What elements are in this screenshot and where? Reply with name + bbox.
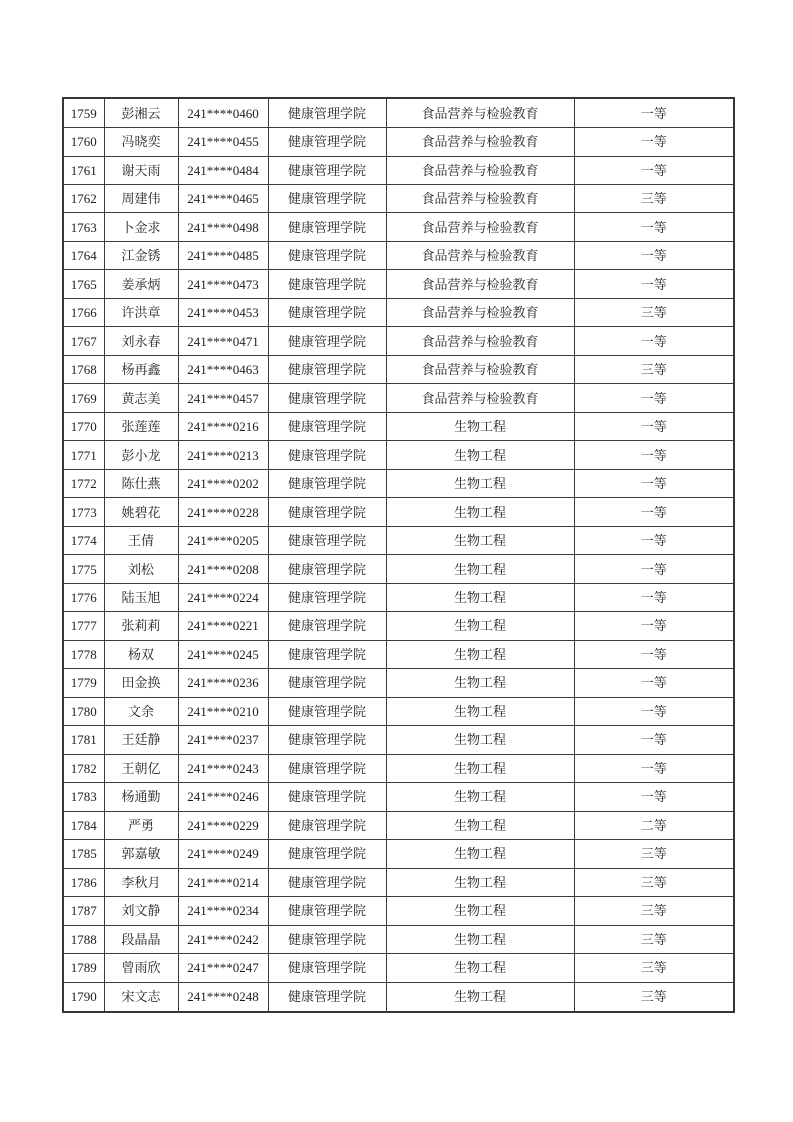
table-row [63, 783, 734, 811]
table-row [63, 184, 734, 212]
table-row [63, 469, 734, 497]
table-row [63, 612, 734, 640]
table-row [63, 526, 734, 554]
table-row [63, 241, 734, 269]
table-row [63, 270, 734, 298]
award-table [62, 97, 735, 1013]
cell-row-number: 1780 [63, 697, 104, 725]
cell-student-id: 241****0228 [178, 498, 268, 526]
cell-award-class: 一等 [574, 697, 734, 725]
cell-student-name: 王倩 [104, 526, 178, 554]
cell-row-number: 1781 [63, 726, 104, 754]
table-row [63, 498, 734, 526]
table-row [63, 897, 734, 925]
table-row [63, 441, 734, 469]
cell-major: 生物工程 [386, 754, 574, 782]
cell-student-name: 段晶晶 [104, 925, 178, 953]
cell-major: 食品营养与检验教育 [386, 98, 574, 128]
table-row [63, 412, 734, 440]
cell-major: 生物工程 [386, 726, 574, 754]
cell-student-id: 241****0245 [178, 640, 268, 668]
cell-student-id: 241****0237 [178, 726, 268, 754]
cell-row-number: 1761 [63, 156, 104, 184]
cell-college: 健康管理学院 [268, 925, 386, 953]
cell-student-id: 241****0498 [178, 213, 268, 241]
cell-student-name: 刘松 [104, 555, 178, 583]
cell-row-number: 1767 [63, 327, 104, 355]
cell-student-name: 刘文静 [104, 897, 178, 925]
cell-major: 生物工程 [386, 697, 574, 725]
table-row [63, 583, 734, 611]
cell-student-id: 241****0224 [178, 583, 268, 611]
cell-college: 健康管理学院 [268, 384, 386, 412]
cell-student-id: 241****0246 [178, 783, 268, 811]
cell-major: 食品营养与检验教育 [386, 355, 574, 383]
cell-student-id: 241****0243 [178, 754, 268, 782]
cell-row-number: 1760 [63, 128, 104, 156]
cell-student-id: 241****0234 [178, 897, 268, 925]
cell-student-id: 241****0453 [178, 298, 268, 326]
cell-major: 生物工程 [386, 897, 574, 925]
cell-student-name: 王廷静 [104, 726, 178, 754]
table-row [63, 754, 734, 782]
cell-award-class: 一等 [574, 128, 734, 156]
cell-award-class: 三等 [574, 355, 734, 383]
cell-student-name: 冯晓奕 [104, 128, 178, 156]
cell-award-class: 一等 [574, 98, 734, 128]
cell-student-name: 许洪章 [104, 298, 178, 326]
cell-student-id: 241****0208 [178, 555, 268, 583]
cell-major: 生物工程 [386, 669, 574, 697]
cell-college: 健康管理学院 [268, 298, 386, 326]
cell-college: 健康管理学院 [268, 441, 386, 469]
cell-student-name: 周建伟 [104, 184, 178, 212]
cell-award-class: 一等 [574, 498, 734, 526]
cell-major: 生物工程 [386, 526, 574, 554]
cell-award-class: 一等 [574, 469, 734, 497]
cell-award-class: 一等 [574, 669, 734, 697]
cell-college: 健康管理学院 [268, 355, 386, 383]
cell-student-id: 241****0249 [178, 840, 268, 868]
cell-award-class: 一等 [574, 412, 734, 440]
cell-major: 生物工程 [386, 783, 574, 811]
cell-row-number: 1783 [63, 783, 104, 811]
cell-major: 生物工程 [386, 469, 574, 497]
cell-award-class: 一等 [574, 384, 734, 412]
cell-college: 健康管理学院 [268, 128, 386, 156]
cell-student-id: 241****0221 [178, 612, 268, 640]
cell-row-number: 1770 [63, 412, 104, 440]
cell-student-name: 谢天雨 [104, 156, 178, 184]
cell-student-id: 241****0463 [178, 355, 268, 383]
cell-award-class: 一等 [574, 327, 734, 355]
cell-college: 健康管理学院 [268, 270, 386, 298]
cell-student-name: 黄志美 [104, 384, 178, 412]
table-row [63, 669, 734, 697]
cell-award-class: 三等 [574, 184, 734, 212]
cell-award-class: 三等 [574, 925, 734, 953]
cell-student-id: 241****0247 [178, 954, 268, 982]
cell-row-number: 1789 [63, 954, 104, 982]
cell-student-id: 241****0202 [178, 469, 268, 497]
cell-major: 生物工程 [386, 925, 574, 953]
cell-row-number: 1784 [63, 811, 104, 839]
cell-student-id: 241****0236 [178, 669, 268, 697]
cell-student-name: 彭湘云 [104, 98, 178, 128]
cell-award-class: 一等 [574, 441, 734, 469]
cell-college: 健康管理学院 [268, 840, 386, 868]
cell-major: 食品营养与检验教育 [386, 128, 574, 156]
cell-college: 健康管理学院 [268, 783, 386, 811]
cell-row-number: 1785 [63, 840, 104, 868]
table-row [63, 925, 734, 953]
cell-student-id: 241****0473 [178, 270, 268, 298]
cell-award-class: 一等 [574, 640, 734, 668]
cell-major: 生物工程 [386, 982, 574, 1012]
cell-student-id: 241****0229 [178, 811, 268, 839]
cell-student-id: 241****0205 [178, 526, 268, 554]
cell-college: 健康管理学院 [268, 412, 386, 440]
cell-student-id: 241****0213 [178, 441, 268, 469]
cell-major: 食品营养与检验教育 [386, 298, 574, 326]
cell-college: 健康管理学院 [268, 669, 386, 697]
table-row [63, 954, 734, 982]
cell-college: 健康管理学院 [268, 241, 386, 269]
cell-row-number: 1790 [63, 982, 104, 1012]
table-row [63, 640, 734, 668]
cell-row-number: 1763 [63, 213, 104, 241]
cell-college: 健康管理学院 [268, 811, 386, 839]
cell-row-number: 1776 [63, 583, 104, 611]
cell-row-number: 1772 [63, 469, 104, 497]
cell-major: 生物工程 [386, 583, 574, 611]
cell-student-name: 严勇 [104, 811, 178, 839]
cell-award-class: 三等 [574, 954, 734, 982]
table-row [63, 384, 734, 412]
cell-student-id: 241****0465 [178, 184, 268, 212]
cell-student-name: 杨通勤 [104, 783, 178, 811]
cell-student-id: 241****0457 [178, 384, 268, 412]
cell-major: 食品营养与检验教育 [386, 384, 574, 412]
cell-student-name: 曾雨欣 [104, 954, 178, 982]
cell-student-id: 241****0242 [178, 925, 268, 953]
cell-college: 健康管理学院 [268, 184, 386, 212]
cell-student-name: 江金锈 [104, 241, 178, 269]
cell-college: 健康管理学院 [268, 697, 386, 725]
cell-student-id: 241****0210 [178, 697, 268, 725]
cell-college: 健康管理学院 [268, 583, 386, 611]
cell-award-class: 三等 [574, 868, 734, 896]
cell-major: 食品营养与检验教育 [386, 184, 574, 212]
cell-award-class: 一等 [574, 612, 734, 640]
cell-row-number: 1771 [63, 441, 104, 469]
cell-major: 生物工程 [386, 868, 574, 896]
cell-college: 健康管理学院 [268, 612, 386, 640]
cell-college: 健康管理学院 [268, 469, 386, 497]
cell-award-class: 三等 [574, 897, 734, 925]
cell-student-id: 241****0216 [178, 412, 268, 440]
cell-row-number: 1782 [63, 754, 104, 782]
cell-major: 生物工程 [386, 555, 574, 583]
cell-row-number: 1788 [63, 925, 104, 953]
table-row [63, 355, 734, 383]
cell-student-id: 241****0248 [178, 982, 268, 1012]
cell-award-class: 三等 [574, 840, 734, 868]
cell-student-name: 杨双 [104, 640, 178, 668]
cell-award-class: 三等 [574, 982, 734, 1012]
table-row [63, 98, 734, 128]
cell-major: 食品营养与检验教育 [386, 270, 574, 298]
cell-major: 生物工程 [386, 811, 574, 839]
table-row [63, 726, 734, 754]
award-table-body [63, 98, 734, 1012]
cell-student-name: 姚碧花 [104, 498, 178, 526]
cell-row-number: 1773 [63, 498, 104, 526]
cell-college: 健康管理学院 [268, 868, 386, 896]
cell-college: 健康管理学院 [268, 213, 386, 241]
cell-row-number: 1759 [63, 98, 104, 128]
cell-major: 食品营养与检验教育 [386, 156, 574, 184]
cell-award-class: 一等 [574, 555, 734, 583]
cell-college: 健康管理学院 [268, 726, 386, 754]
cell-student-name: 郭嘉敏 [104, 840, 178, 868]
cell-award-class: 一等 [574, 754, 734, 782]
cell-award-class: 一等 [574, 156, 734, 184]
cell-student-name: 陈仕燕 [104, 469, 178, 497]
cell-row-number: 1762 [63, 184, 104, 212]
cell-award-class: 一等 [574, 583, 734, 611]
cell-student-id: 241****0484 [178, 156, 268, 184]
cell-student-id: 241****0455 [178, 128, 268, 156]
cell-student-name: 姜承炳 [104, 270, 178, 298]
cell-college: 健康管理学院 [268, 897, 386, 925]
table-row [63, 156, 734, 184]
cell-student-name: 卜金求 [104, 213, 178, 241]
cell-award-class: 一等 [574, 213, 734, 241]
table-row [63, 982, 734, 1012]
table-row [63, 555, 734, 583]
cell-row-number: 1766 [63, 298, 104, 326]
cell-major: 生物工程 [386, 954, 574, 982]
cell-college: 健康管理学院 [268, 156, 386, 184]
cell-major: 生物工程 [386, 498, 574, 526]
cell-college: 健康管理学院 [268, 98, 386, 128]
cell-row-number: 1777 [63, 612, 104, 640]
cell-row-number: 1768 [63, 355, 104, 383]
cell-student-id: 241****0485 [178, 241, 268, 269]
table-row [63, 868, 734, 896]
cell-major: 食品营养与检验教育 [386, 327, 574, 355]
cell-award-class: 一等 [574, 526, 734, 554]
cell-student-name: 彭小龙 [104, 441, 178, 469]
cell-college: 健康管理学院 [268, 640, 386, 668]
cell-student-name: 杨再鑫 [104, 355, 178, 383]
cell-student-name: 陆玉旭 [104, 583, 178, 611]
cell-student-name: 李秋月 [104, 868, 178, 896]
cell-award-class: 二等 [574, 811, 734, 839]
cell-student-name: 刘永春 [104, 327, 178, 355]
cell-college: 健康管理学院 [268, 754, 386, 782]
cell-major: 食品营养与检验教育 [386, 213, 574, 241]
cell-award-class: 一等 [574, 270, 734, 298]
cell-major: 生物工程 [386, 412, 574, 440]
cell-college: 健康管理学院 [268, 982, 386, 1012]
table-row [63, 811, 734, 839]
table-row [63, 298, 734, 326]
cell-college: 健康管理学院 [268, 954, 386, 982]
cell-college: 健康管理学院 [268, 526, 386, 554]
table-row [63, 128, 734, 156]
cell-row-number: 1775 [63, 555, 104, 583]
cell-row-number: 1778 [63, 640, 104, 668]
cell-award-class: 一等 [574, 783, 734, 811]
cell-student-name: 宋文志 [104, 982, 178, 1012]
cell-row-number: 1765 [63, 270, 104, 298]
cell-row-number: 1764 [63, 241, 104, 269]
cell-award-class: 一等 [574, 726, 734, 754]
cell-row-number: 1774 [63, 526, 104, 554]
cell-award-class: 一等 [574, 241, 734, 269]
cell-student-name: 张莉莉 [104, 612, 178, 640]
cell-row-number: 1769 [63, 384, 104, 412]
cell-row-number: 1779 [63, 669, 104, 697]
cell-student-id: 241****0471 [178, 327, 268, 355]
cell-row-number: 1787 [63, 897, 104, 925]
cell-student-name: 王朝亿 [104, 754, 178, 782]
cell-student-id: 241****0214 [178, 868, 268, 896]
cell-major: 生物工程 [386, 840, 574, 868]
cell-college: 健康管理学院 [268, 555, 386, 583]
table-row [63, 327, 734, 355]
cell-college: 健康管理学院 [268, 327, 386, 355]
cell-college: 健康管理学院 [268, 498, 386, 526]
cell-major: 食品营养与检验教育 [386, 241, 574, 269]
cell-student-name: 文余 [104, 697, 178, 725]
cell-student-name: 田金换 [104, 669, 178, 697]
table-row [63, 697, 734, 725]
cell-student-name: 张莲莲 [104, 412, 178, 440]
cell-major: 生物工程 [386, 441, 574, 469]
cell-row-number: 1786 [63, 868, 104, 896]
cell-major: 生物工程 [386, 612, 574, 640]
cell-major: 生物工程 [386, 640, 574, 668]
cell-award-class: 三等 [574, 298, 734, 326]
table-row [63, 213, 734, 241]
cell-student-id: 241****0460 [178, 98, 268, 128]
table-row [63, 840, 734, 868]
